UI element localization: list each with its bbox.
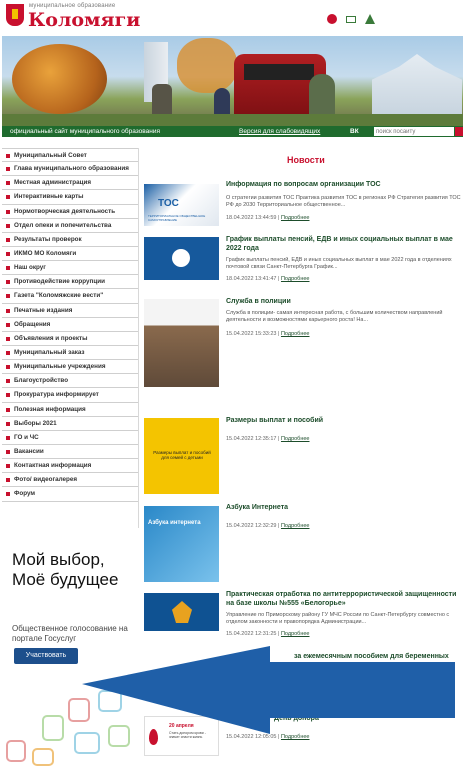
- official-site-label: официальный сайт муниципального образования: [10, 128, 161, 135]
- sidebar-item-head[interactable]: Глава муниципального образования: [2, 162, 138, 176]
- site-header: [0, 0, 465, 36]
- banner-autumn-tree: [177, 38, 237, 93]
- sidebar-item-administration[interactable]: Местная администрация: [2, 176, 138, 190]
- news-title[interactable]: День донора: [274, 715, 319, 722]
- decor-shape-icon: [6, 740, 26, 762]
- news-date: 15.04.2022 12:35:17: [226, 436, 277, 442]
- more-link[interactable]: Подробнее: [280, 734, 310, 740]
- promo-subtitle: Общественное голосование на портале Госуслуг: [12, 624, 128, 643]
- news-item: [144, 180, 464, 230]
- sidebar-item-procurement[interactable]: Муниципальный заказ: [2, 346, 138, 360]
- sidebar-item-ikmo[interactable]: ИКМО МО Коломяги: [2, 247, 138, 261]
- sidebar-item-guardianship[interactable]: Отдел опеки и попечительства: [2, 219, 138, 233]
- banner-autumn-tree: [12, 44, 107, 114]
- sidebar-item-institutions[interactable]: Муниципальные учреждения: [2, 360, 138, 374]
- search-input[interactable]: [374, 127, 454, 136]
- news-title[interactable]: Информация по вопросам организации ТОС: [226, 181, 381, 188]
- mchs-emblem-icon: [172, 601, 192, 623]
- news-title[interactable]: Размеры выплат и пособий: [226, 417, 324, 424]
- thumb-caption: Азбука интернета: [148, 520, 201, 526]
- news-thumbnail[interactable]: [144, 237, 219, 280]
- news-thumbnail[interactable]: [144, 299, 219, 387]
- home-icon[interactable]: [327, 14, 337, 24]
- mail-icon[interactable]: [346, 16, 356, 23]
- sidebar-item-useful-info[interactable]: Полезная информация: [2, 403, 138, 417]
- news-meta: 15.04.2022 12:05:05 | Подробнее: [226, 734, 310, 740]
- pointer-arrow-icon: [82, 646, 455, 734]
- search-button[interactable]: [455, 127, 463, 136]
- news-thumbnail[interactable]: [144, 593, 219, 631]
- decor-shape-icon: [74, 732, 100, 754]
- coat-of-arms-icon[interactable]: [6, 4, 24, 26]
- news-item: [144, 235, 464, 285]
- sidebar-item-lawmaking[interactable]: Нормотворческая деятельность: [2, 205, 138, 219]
- decor-shape-icon: [32, 748, 54, 766]
- sitemap-icon[interactable]: [365, 14, 375, 24]
- promo-title: Мой выбор, Моё будущее: [12, 550, 119, 589]
- sidebar-item-district[interactable]: Наш округ: [2, 261, 138, 275]
- news-meta: 15.04.2022 15:33:23 | Подробнее: [226, 331, 310, 337]
- top-strip: [2, 126, 463, 137]
- sidebar-item-vacancies[interactable]: Вакансии: [2, 445, 138, 459]
- thumb-caption: 20 апреля: [169, 723, 194, 729]
- news-item: [144, 503, 464, 583]
- more-link[interactable]: Подробнее: [280, 436, 310, 442]
- sidebar-item-newspaper[interactable]: Газета "Коломяжские вести": [2, 289, 138, 303]
- logo-subtitle: муниципальное образование: [29, 3, 116, 9]
- sidebar-nav: [2, 148, 138, 502]
- header-banner: [2, 36, 463, 126]
- banner-ground: [2, 114, 463, 126]
- news-item: [144, 590, 464, 640]
- news-title[interactable]: Азбука Интернета: [226, 504, 289, 511]
- news-meta: 18.04.2022 13:44:59 | Подробнее: [226, 215, 310, 221]
- tos-logo-sub: ТЕРРИТОРИАЛЬНОЕ ОБЩЕСТВЕННОЕ САМОУПРАВЛЕНИЕ: [148, 214, 206, 222]
- news-meta: 15.04.2022 12:32:29 | Подробнее: [226, 523, 310, 529]
- news-title[interactable]: Практическая отработка по антитеррористической защищенности на базе школы №555 «Белогорье»: [226, 591, 457, 607]
- more-link[interactable]: Подробнее: [280, 523, 310, 529]
- news-date: 18.04.2022 13:44:59: [226, 215, 277, 221]
- news-title[interactable]: График выплаты пенсий, ЕДВ и иных социальных выплат в мае 2022 года: [226, 236, 453, 252]
- header-icons: [327, 14, 375, 24]
- accessible-version-link[interactable]: Версия для слабовидящих: [239, 128, 321, 135]
- sidebar-item-contacts[interactable]: Контактная информация: [2, 459, 138, 473]
- news-date: 18.04.2022 13:41:47: [226, 276, 277, 282]
- news-heading: Новости: [287, 155, 325, 165]
- news-excerpt: Управление по Приморскому району ГУ МЧС России по Санкт-Петербургу совместно с отделом законности и правопорядка Администрации...: [226, 612, 450, 625]
- sidebar-divider: [138, 148, 139, 528]
- sidebar-item-elections[interactable]: Выборы 2021: [2, 417, 138, 431]
- news-date: 15.04.2022 12:31:25: [226, 631, 277, 637]
- news-excerpt: Служба в полиции- самая интересная работа, с большим количеством направлений деятельности и возможностями карьерного роста! На...: [226, 310, 443, 323]
- sidebar-item-print[interactable]: Печатные издания: [2, 304, 138, 318]
- banner-church: [372, 54, 462, 118]
- sidebar-item-forum[interactable]: Форум: [2, 487, 138, 501]
- news-date: 15.04.2022 12:32:29: [226, 523, 277, 529]
- news-meta: 15.04.2022 12:35:17 | Подробнее: [226, 436, 310, 442]
- sidebar-item-council[interactable]: Муниципальный Совет: [2, 148, 138, 162]
- news-meta: 15.04.2022 12:31:25 | Подробнее: [226, 631, 310, 637]
- news-thumbnail[interactable]: [144, 506, 219, 582]
- sidebar-item-prosecutor[interactable]: Прокуратура информирует: [2, 388, 138, 402]
- news-date: 15.04.2022 12:05:05: [226, 734, 277, 740]
- vk-icon[interactable]: ВК: [350, 128, 359, 135]
- news-title[interactable]: Служба в полиции: [226, 298, 291, 305]
- news-excerpt: О стратегии развития ТОС Практика развития ТОС в регионах РФ Стратегия развития ТОС РФ до 2030 Территориальное общественное...: [226, 195, 461, 208]
- news-thumbnail[interactable]: [144, 418, 219, 494]
- news-meta: 18.04.2022 13:41:47 | Подробнее: [226, 276, 310, 282]
- sidebar-item-maps[interactable]: Интерактивные карты: [2, 190, 138, 204]
- logo-title[interactable]: Коломяги: [28, 9, 141, 31]
- more-link[interactable]: Подробнее: [280, 331, 310, 337]
- banner-statue: [152, 84, 172, 118]
- pfr-logo-icon: [172, 249, 190, 267]
- sidebar-item-anticorruption[interactable]: Противодействие коррупции: [2, 275, 138, 289]
- news-item: [144, 297, 464, 392]
- sidebar-item-appeals[interactable]: Обращения: [2, 318, 138, 332]
- sidebar-item-civil-defense[interactable]: ГО и ЧС: [2, 431, 138, 445]
- more-link[interactable]: Подробнее: [280, 215, 310, 221]
- sidebar-item-gallery[interactable]: Фото/ видеогалерея: [2, 473, 138, 487]
- tos-logo: ТОС: [158, 198, 179, 209]
- news-thumbnail[interactable]: [144, 184, 219, 226]
- thumb-caption: Размеры выплат и пособий для семей с детьми: [153, 450, 211, 460]
- more-link[interactable]: Подробнее: [280, 631, 310, 637]
- participate-button[interactable]: Участвовать: [14, 648, 78, 664]
- news-excerpt: График выплаты пенсий, ЕДВ и иных социальных выплат в мае 2022 года в отделениях почтовой связи Санкт-Петербурга График...: [226, 257, 452, 270]
- thumb-caption: Стать донором крови - значит спасти жизнь: [169, 731, 206, 739]
- sidebar-item-improvement[interactable]: Благоустройство: [2, 374, 138, 388]
- sidebar-item-announcements[interactable]: Объявления и проекты: [2, 332, 138, 346]
- news-date: 15.04.2022 15:33:23: [226, 331, 277, 337]
- news-item: [144, 416, 464, 496]
- more-link[interactable]: Подробнее: [280, 276, 310, 282]
- sidebar-item-inspections[interactable]: Результаты проверок: [2, 233, 138, 247]
- decor-shape-icon: [42, 715, 64, 741]
- news-title[interactable]: за ежемесячным пособием для беременных: [294, 653, 449, 660]
